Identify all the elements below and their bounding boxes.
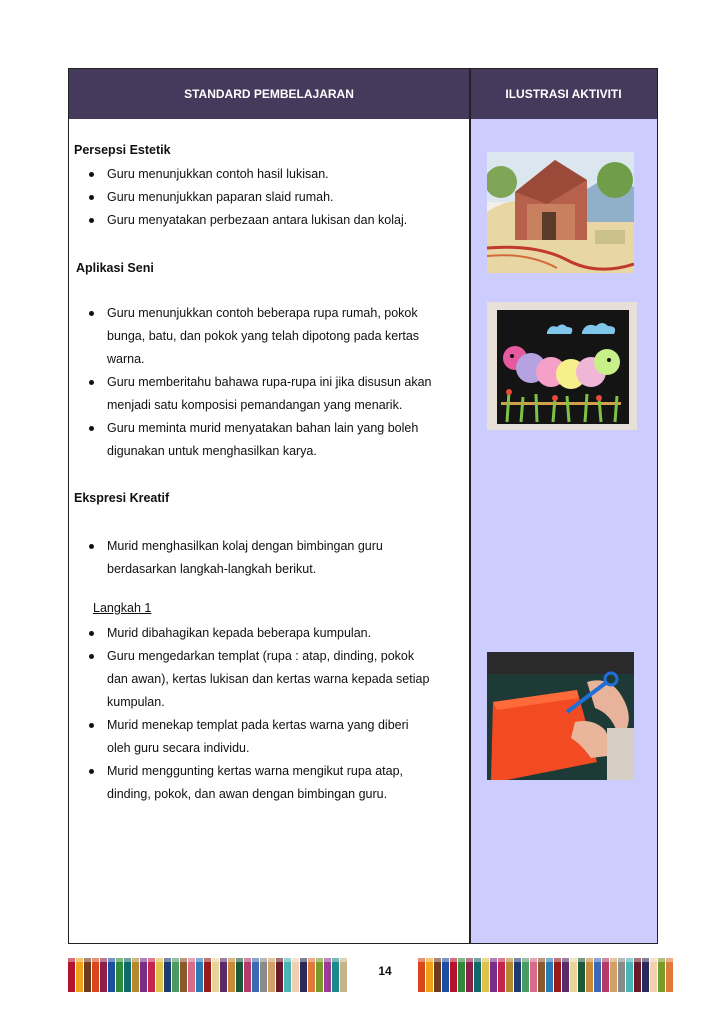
aplikasi-list — [69, 302, 464, 463]
caterpillar-collage-image — [487, 302, 637, 430]
lesson-table — [68, 68, 658, 944]
list-item: Guru menunjukkan paparan slaid rumah. — [69, 186, 464, 209]
section-title-ekspresi: Ekspresi Kreatif — [74, 491, 170, 505]
page-footer — [68, 958, 658, 992]
page-number: 14 — [355, 958, 415, 992]
list-item: Guru mengedarkan templat (rupa : atap, dinding, pokok dan awan), kertas lukisan dan kertas warna kepada setiap kumpulan. — [69, 645, 464, 714]
list-item: Murid menghasilkan kolaj dengan bimbingan guru berdasarkan langkah-langkah berikut. — [69, 535, 464, 581]
section-title-aplikasi: Aplikasi Seni — [76, 261, 154, 275]
persepsi-list — [69, 163, 464, 232]
pencils-right-decoration — [418, 958, 674, 992]
cutting-paper-image — [487, 652, 634, 780]
ekspresi-list — [69, 535, 464, 581]
section-title-persepsi: Persepsi Estetik — [74, 143, 171, 157]
header-standard-pembelajaran: STANDARD PEMBELAJARAN — [184, 87, 354, 101]
langkah-label: Langkah 1 — [93, 601, 152, 615]
list-item: Murid menggunting kertas warna mengikut rupa atap, dinding, pokok, dan awan dengan bimbingan guru. — [69, 760, 464, 806]
list-item: Guru menunjukkan contoh hasil lukisan. — [69, 163, 464, 186]
list-item: Guru memberitahu bahawa rupa-rupa ini jika disusun akan menjadi satu komposisi pemandangan yang menarik. — [69, 371, 464, 417]
pencils-left-decoration — [68, 958, 348, 992]
list-item: Guru menunjukkan contoh beberapa rupa rumah, pokok bunga, batu, dan pokok yang telah dipotong pada kertas warna. — [69, 302, 464, 371]
langkah-list — [69, 622, 464, 806]
left-column — [69, 119, 469, 943]
table-header — [69, 69, 657, 120]
list-item: Murid dibahagikan kepada beberapa kumpulan. — [69, 622, 464, 645]
list-item: Guru menyatakan perbezaan antara lukisan dan kolaj. — [69, 209, 464, 232]
header-ilustrasi-aktiviti: ILUSTRASI AKTIVITI — [505, 87, 622, 101]
barn-painting-image — [487, 152, 634, 273]
list-item: Murid menekap templat pada kertas warna yang diberi oleh guru secara individu. — [69, 714, 464, 760]
list-item: Guru meminta murid menyatakan bahan lain yang boleh digunakan untuk menghasilkan karya. — [69, 417, 464, 463]
illustration-column — [471, 119, 658, 943]
